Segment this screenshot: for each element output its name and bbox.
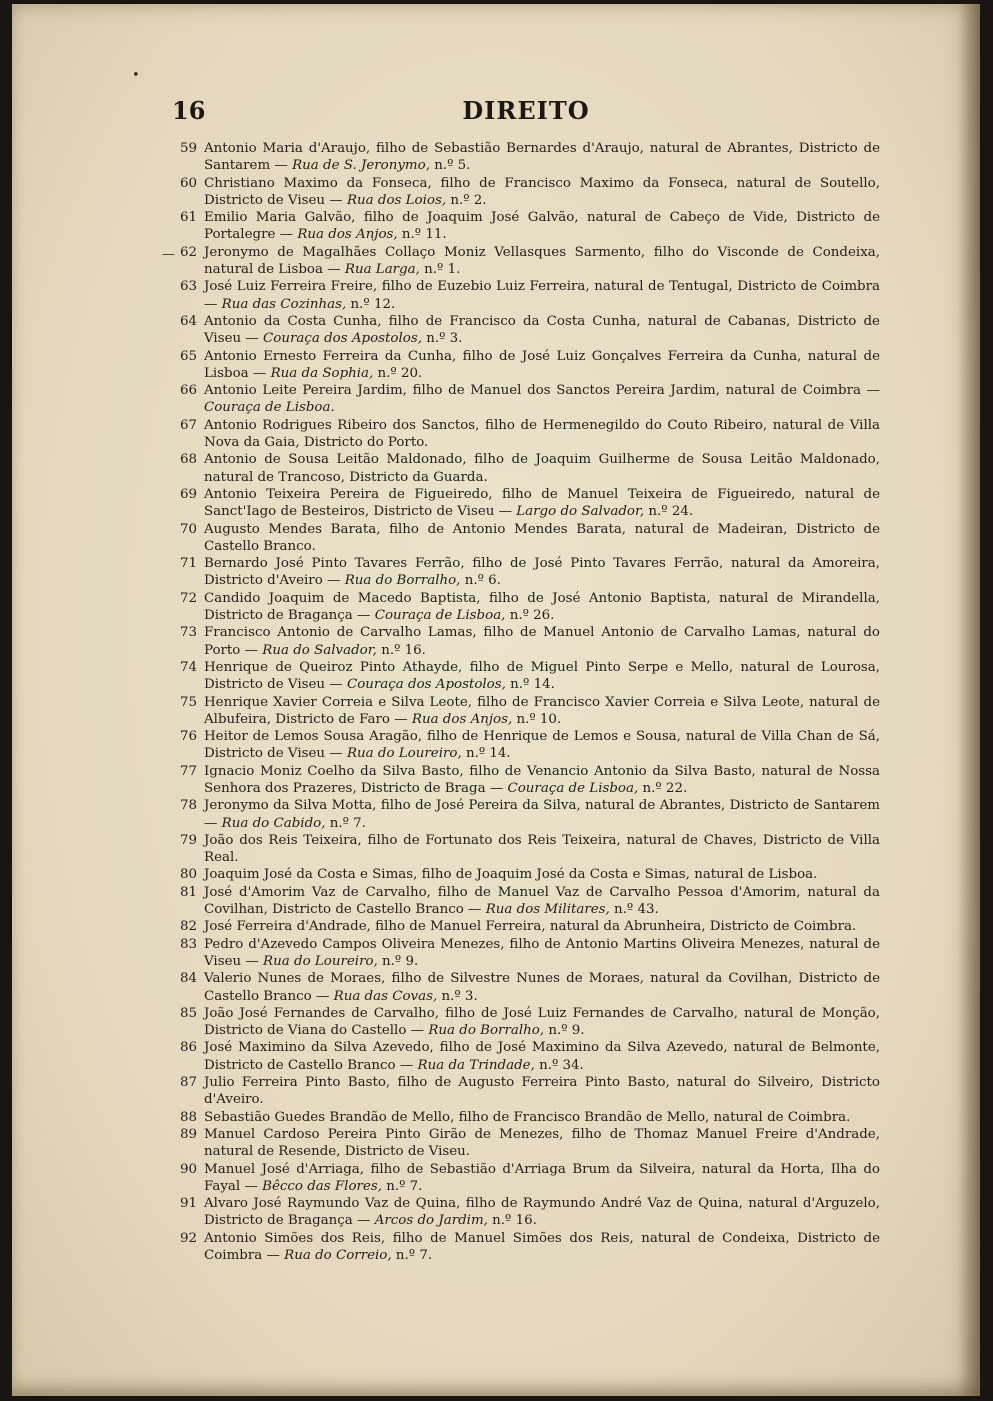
entry-number: 88: [180, 1109, 198, 1125]
list-item: [172, 1126, 880, 1161]
list-item: [172, 451, 880, 486]
entry-house-number: n.º 24.: [644, 504, 694, 520]
entry-address: Rua do Borralho,: [428, 1023, 545, 1039]
entry-number: 66: [180, 383, 198, 399]
entry-address: Rua do Borralho,: [344, 573, 461, 589]
entry-house-number: n.º 20.: [373, 365, 423, 381]
list-item: [172, 624, 880, 659]
list-item: [172, 209, 880, 244]
entry-main-text: Alvaro José Raymundo Vaz de Quina, filho de Raymundo André Vaz de Quina, natural d'Arguzelo, Districto de Bragança —: [204, 1196, 880, 1229]
entry-text: [204, 1074, 880, 1109]
entry-address: Arcos do Jardim,: [374, 1213, 488, 1229]
entry-address: Rua dos Loios,: [346, 192, 447, 208]
entry-text: [204, 866, 880, 883]
entry-text: [204, 884, 880, 919]
entry-main-text: Pedro d'Azevedo Campos Oliveira Menezes, filho de Antonio Martins Oliveira Menezes, natural de Viseu —: [204, 936, 880, 969]
entry-number: 61: [180, 210, 198, 226]
entry-number: 64: [180, 313, 198, 329]
entry-address: Rua do Loureiro,: [346, 746, 462, 762]
entry-text: [204, 451, 880, 486]
entry-main-text: Heitor de Lemos Sousa Aragão, filho de Henrique de Lemos e Sousa, natural de Villa Chan de Sá, Districto de Viseu —: [204, 729, 880, 762]
entry-number: 60: [180, 175, 198, 191]
entry-main-text: José Ferreira d'Andrade, filho de Manuel Ferreira, natural da Abrunheira, Districto de Coimbra.: [204, 919, 857, 935]
entry-text: [204, 1161, 880, 1196]
entry-main-text: Sebastião Guedes Brandão de Mello, filho de Francisco Brandão de Mello, natural de Coimbra.: [204, 1109, 851, 1125]
entry-address: Rua das Covas,: [333, 988, 438, 1004]
list-item: [172, 694, 880, 729]
entry-number: 69: [180, 486, 198, 502]
entry-text: [204, 1109, 880, 1126]
entry-house-number: n.º 16.: [376, 642, 426, 658]
entry-number: 77: [180, 763, 198, 779]
entry-number: 87: [180, 1075, 198, 1091]
entry-number: 89: [180, 1126, 198, 1142]
entry-text: [204, 175, 880, 210]
entry-house-number: n.º 7.: [325, 815, 366, 831]
entry-main-text: Valerio Nunes de Moraes, filho de Silvestre Nunes de Moraes, natural da Covilhan, Districto de Castello Branco —: [204, 971, 880, 1004]
entry-text: [204, 555, 880, 590]
entry-text: [204, 694, 880, 729]
entry-address: Couraça de Lisboa,: [374, 608, 506, 624]
entry-main-text: Antonio Maria d'Araujo, filho de Sebastião Bernardes d'Araujo, natural de Abrantes, Districto de Santarem —: [204, 141, 880, 174]
entry-text: [204, 970, 880, 1005]
entry-address: Couraça dos Apostolos,: [346, 677, 506, 693]
entry-main-text: Bernardo José Pinto Tavares Ferrão, filho de José Pinto Tavares Ferrão, natural da Amoreira, Districto d'Aveiro —: [204, 556, 880, 589]
entry-main-text: Antonio Ernesto Ferreira da Cunha, filho de José Luiz Gonçalves Ferreira da Cunha, natural de Lisboa —: [204, 348, 880, 381]
entry-address: Rua da Trindade,: [417, 1057, 535, 1073]
entry-house-number: n.º 6.: [460, 573, 501, 589]
entry-main-text: José Maximino da Silva Azevedo, filho de José Maximino da Silva Azevedo, natural de Belmonte, Districto de Castello Branco —: [204, 1040, 880, 1073]
entry-house-number: n.º 22.: [638, 780, 688, 796]
entry-main-text: Manuel José d'Arriaga, filho de Sebastião d'Arriaga Brum da Silveira, natural da Horta, Ilha do Fayal —: [204, 1161, 880, 1194]
entry-main-text: João dos Reis Teixeira, filho de Fortunato dos Reis Teixeira, natural de Chaves, Districto de Villa Real.: [204, 832, 880, 866]
entry-number: 80: [180, 867, 198, 883]
list-item: [172, 313, 880, 348]
list-item: [172, 866, 880, 883]
margin-dash: —: [162, 247, 175, 262]
margin-speck: •: [132, 68, 140, 83]
entry-house-number: n.º 12.: [346, 296, 396, 312]
list-item: [172, 728, 880, 763]
entry-text: [204, 728, 880, 763]
entry-text: [204, 278, 880, 313]
entry-number: 81: [180, 884, 198, 900]
entry-text: [204, 486, 880, 521]
entry-address: Rua dos Anjos,: [411, 711, 513, 727]
entry-number: 86: [180, 1040, 198, 1056]
entry-text: [204, 763, 880, 798]
entry-main-text: Antonio Teixeira Pereira de Figueiredo, filho de Manuel Teixeira de Figueiredo, natural de Sanct'Iago de Besteiros, Districto de Viseu —: [204, 486, 880, 520]
list-item: [172, 382, 880, 417]
entry-text: [204, 1126, 880, 1161]
entry-text: [204, 1195, 880, 1230]
entry-text: [204, 417, 880, 452]
entry-house-number: n.º 34.: [534, 1057, 584, 1073]
list-item: [172, 140, 880, 175]
entry-text: [204, 382, 880, 417]
entry-main-text: Antonio Leite Pereira Jardim, filho de Manuel dos Sanctos Pereira Jardim, natural de Coimbra —: [204, 383, 880, 399]
entry-address: Rua dos Anjos,: [297, 227, 398, 243]
page-number: 16: [172, 96, 206, 125]
entry-main-text: Joaquim José da Costa e Simas, filho de Joaquim José da Costa e Simas, natural de Lisboa.: [204, 867, 818, 883]
list-item: [172, 244, 880, 279]
entry-house-number: n.º 9.: [377, 953, 419, 969]
entry-text: [204, 1039, 880, 1074]
entry-text: [204, 797, 880, 832]
list-item: [172, 659, 880, 694]
entry-main-text: Augusto Mendes Barata, filho de Antonio Mendes Barata, natural de Madeiran, Districto de Castello Branco.: [204, 521, 880, 554]
entry-number: 65: [180, 348, 198, 364]
entry-number: 85: [180, 1005, 198, 1021]
entry-address: Rua de S. Jeronymo,: [292, 158, 430, 174]
list-item: [172, 348, 880, 383]
list-item: [172, 918, 880, 935]
entry-address: Rua Larga,: [344, 262, 420, 278]
entry-main-text: Manuel Cardoso Pereira Pinto Girão de Menezes, filho de Thomaz Manuel Freire d'Andrade, natural de Resende, Districto de Viseu.: [204, 1126, 880, 1160]
entry-text: [204, 244, 880, 279]
entry-text: [204, 313, 880, 348]
entry-house-number: n.º 2.: [446, 192, 487, 208]
list-item: [172, 175, 880, 210]
entry-main-text: José Luiz Ferreira Freire, filho de Euzebio Luiz Ferreira, natural de Tentugal, Districto de Coimbra —: [204, 279, 880, 312]
entry-main-text: João José Fernandes de Carvalho, filho de José Luiz Fernandes de Carvalho, natural de Monção, Districto de Viana do Castello —: [204, 1005, 880, 1039]
entry-number: 73: [180, 625, 198, 641]
list-item: [172, 1074, 880, 1109]
entry-address: Largo do Salvador,: [516, 504, 645, 520]
entry-number: 68: [180, 452, 198, 468]
entry-number: 76: [180, 729, 198, 745]
entry-house-number: n.º 7.: [381, 1178, 423, 1194]
entry-main-text: Jeronymo de Magalhães Collaço Moniz Vellasques Sarmento, filho do Visconde de Condeixa, natural de Lisboa —: [204, 244, 880, 278]
entry-main-text: Julio Ferreira Pinto Basto, filho de Augusto Ferreira Pinto Basto, natural do Silveiro, Districto d'Aveiro.: [204, 1075, 880, 1108]
entry-text: [204, 590, 880, 625]
entry-house-number: n.º 14.: [505, 677, 555, 693]
entry-address: Couraça de Lisboa,: [507, 780, 639, 796]
entry-number: 70: [180, 521, 198, 537]
list-item: [172, 1109, 880, 1126]
entry-main-text: Candido Joaquim de Macedo Baptista, filho de José Antonio Baptista, natural de Mirandella, Districto de Bragança —: [204, 590, 880, 624]
entry-address: Couraça dos Apostolos,: [263, 331, 422, 347]
entry-main-text: Henrique Xavier Correia e Silva Leote, filho de Francisco Xavier Correia e Silva Leote, natural de Albufeira, Districto de Faro —: [204, 694, 880, 727]
entry-number: 79: [180, 832, 198, 848]
entry-number: 83: [180, 936, 198, 952]
entry-text: [204, 1230, 880, 1265]
entry-number: 78: [180, 798, 198, 814]
list-item: [172, 1039, 880, 1074]
entry-house-number: n.º 5.: [429, 158, 471, 174]
list-item: [172, 1161, 880, 1196]
list-item: [172, 1230, 880, 1265]
entry-main-text: Antonio da Costa Cunha, filho de Francisco da Costa Cunha, natural de Cabanas, Districto de Viseu —: [204, 313, 880, 347]
entry-text: [204, 624, 880, 659]
entry-number: 72: [180, 590, 198, 606]
list-item: [172, 832, 880, 867]
student-list: [172, 140, 880, 1264]
entry-text: [204, 832, 880, 867]
entry-address: Rua do Loureiro,: [263, 953, 378, 969]
document-page: [12, 4, 980, 1396]
entry-number: 82: [180, 919, 198, 935]
entry-number: 74: [180, 659, 198, 675]
entry-number: 59: [180, 141, 198, 156]
entry-number: 62: [180, 244, 198, 260]
list-item: [172, 521, 880, 556]
entry-house-number: n.º 3.: [437, 988, 478, 1004]
entry-house-number: n.º 26.: [505, 608, 555, 624]
entry-address: Couraça de Lisboa.: [204, 400, 335, 416]
list-item: [172, 1195, 880, 1230]
entry-house-number: n.º 43.: [609, 902, 659, 918]
entry-number: 91: [180, 1196, 198, 1212]
entry-text: [204, 348, 880, 383]
entry-address: Rua do Correio,: [284, 1248, 392, 1263]
entry-house-number: n.º 11.: [397, 227, 447, 243]
page-header: [172, 96, 880, 132]
entry-main-text: Jeronymo da Silva Motta, filho de José Pereira da Silva, natural de Abrantes, Districto de Santarem —: [204, 798, 880, 831]
entry-number: 71: [180, 556, 198, 572]
entry-text: [204, 521, 880, 556]
list-item: [172, 797, 880, 832]
entry-house-number: n.º 14.: [461, 746, 511, 762]
entry-house-number: n.º 3.: [421, 331, 463, 347]
entry-number: 63: [180, 279, 198, 295]
list-item: [172, 763, 880, 798]
entry-text: [204, 918, 880, 935]
entry-text: [204, 936, 880, 971]
list-item: [172, 486, 880, 521]
entry-address: Bêcco das Flores,: [262, 1178, 382, 1194]
entry-address: Rua do Cabido,: [221, 815, 326, 831]
list-item: [172, 1005, 880, 1040]
list-item: [172, 970, 880, 1005]
entry-number: 90: [180, 1161, 198, 1177]
entry-main-text: Ignacio Moniz Coelho da Silva Basto, filho de Venancio Antonio da Silva Basto, natural de Nossa Senhora dos Prazeres, Districto de Braga —: [204, 763, 880, 796]
entry-address: Rua da Sophia,: [270, 365, 374, 381]
entry-text: [204, 140, 880, 175]
entry-house-number: n.º 9.: [544, 1023, 585, 1039]
entry-number: 84: [180, 971, 198, 987]
entry-house-number: n.º 16.: [487, 1213, 537, 1229]
entry-address: Rua das Cozinhas,: [221, 296, 347, 312]
entry-main-text: Francisco Antonio de Carvalho Lamas, filho de Manuel Antonio de Carvalho Lamas, natural do Porto —: [204, 625, 880, 658]
page-title: DIREITO: [462, 96, 590, 125]
list-item: [172, 936, 880, 971]
list-item: [172, 278, 880, 313]
entry-main-text: Christiano Maximo da Fonseca, filho de Francisco Maximo da Fonseca, natural de Soutello, Districto de Viseu —: [204, 175, 880, 208]
entry-text: [204, 1005, 880, 1040]
entry-house-number: n.º 1.: [419, 262, 461, 278]
entry-main-text: Antonio Simões dos Reis, filho de Manuel Simões dos Reis, natural de Condeixa, Districto de Coimbra —: [204, 1230, 880, 1263]
entry-main-text: José d'Amorim Vaz de Carvalho, filho de Manuel Vaz de Carvalho Pessoa d'Amorim, natural da Covilhan, Districto de Castello Branco —: [204, 884, 880, 918]
list-item: [172, 884, 880, 919]
entry-main-text: Henrique de Queiroz Pinto Athayde, filho de Miguel Pinto Serpe e Mello, natural de Lourosa, Districto de Viseu —: [204, 659, 880, 693]
entry-house-number: n.º 10.: [512, 711, 562, 727]
entry-address: Rua do Salvador,: [262, 642, 377, 658]
entry-address: Rua dos Militares,: [485, 902, 610, 918]
entry-number: 67: [180, 417, 198, 433]
entry-main-text: Antonio Rodrigues Ribeiro dos Sanctos, filho de Hermenegildo do Couto Ribeiro, natural de Villa Nova da Gaia, Districto do Porto.: [204, 417, 880, 451]
list-item: [172, 590, 880, 625]
entry-main-text: Emilio Maria Galvão, filho de Joaquim José Galvão, natural de Cabeço de Vide, Districto de Portalegre —: [204, 210, 880, 243]
entry-number: 92: [180, 1230, 198, 1246]
list-item: [172, 555, 880, 590]
entry-text: [204, 209, 880, 244]
list-item: [172, 417, 880, 452]
entry-text: [204, 659, 880, 694]
entry-number: 75: [180, 694, 198, 710]
entry-house-number: n.º 7.: [391, 1248, 433, 1263]
entry-main-text: Antonio de Sousa Leitão Maldonado, filho de Joaquim Guilherme de Sousa Leitão Maldonado, natural de Trancoso, Districto da Guarda.: [204, 452, 880, 485]
page-spine-shadow: [958, 4, 980, 1396]
